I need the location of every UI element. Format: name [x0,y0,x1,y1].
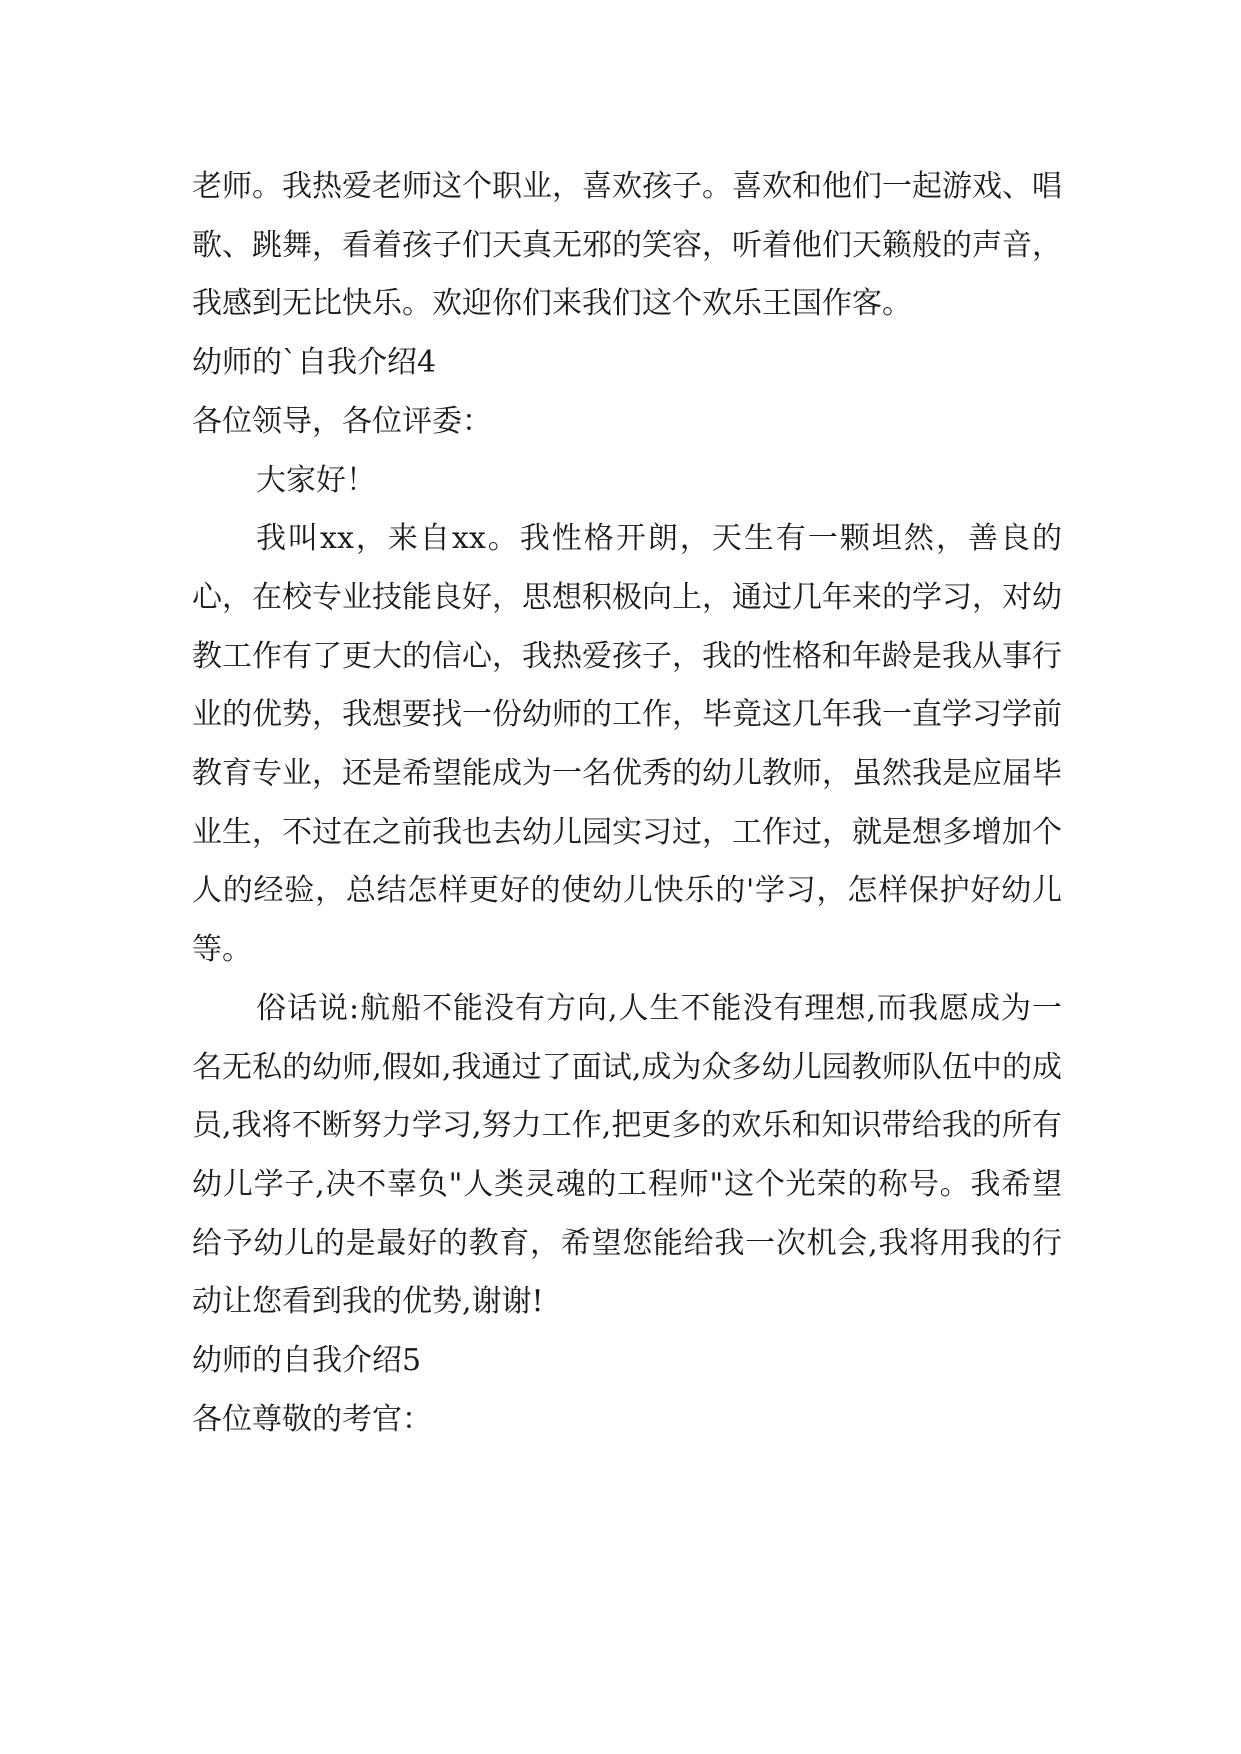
section-heading-4: 幼师的`自我介绍4 [192,345,437,381]
paragraph-proverb: 俗话说:航船不能没有方向,人生不能没有理想,而我愿成为一名无私的幼师,假如,我通过了面试,成为众多幼儿园教师队伍中的成员,我将不断努力学习,努力工作,把更多的欢乐和知识带给我的所有幼儿学子,决不辜负"人类灵魂的工程师"这个光荣的称号。我希望给予幼儿的是最好的教育，希望您能给我一次机会,我将用我的行动让您看到我的优势,谢谢! [192,990,1062,1320]
salutation-examiners: 各位尊敬的考官： [192,1401,432,1437]
section-heading-5: 幼师的自我介绍5 [192,1343,422,1379]
paragraph-continued-intro: 老师。我热爱老师这个职业，喜欢孩子。喜欢和他们一起游戏、唱歌、跳舞，看着孩子们天真无邪的笑容，听着他们天籁般的声音，我感到无比快乐。欢迎你们来我们这个欢乐王国作客。 [192,169,1062,322]
salutation-leaders: 各位领导，各位评委： [192,403,492,439]
greeting: 大家好！ [256,462,376,498]
paragraph-self-intro: 我叫xx，来自xx。我性格开朗，天生有一颗坦然，善良的心，在校专业技能良好，思想积极向上，通过几年来的学习，对幼教工作有了更大的信心，我热爱孩子，我的性格和年龄是我从事行业的优势，我想要找一份幼师的工作，毕竟这几年我一直学习学前教育专业，还是希望能成为一名优秀的幼儿教师，虽然我是应届毕业生，不过在之前我也去幼儿园实习过，工作过，就是想多增加个人的经验，总结怎样更好的使幼儿快乐的'学习，怎样保护好幼儿等。 [192,521,1062,968]
document-body [192,158,1062,1449]
